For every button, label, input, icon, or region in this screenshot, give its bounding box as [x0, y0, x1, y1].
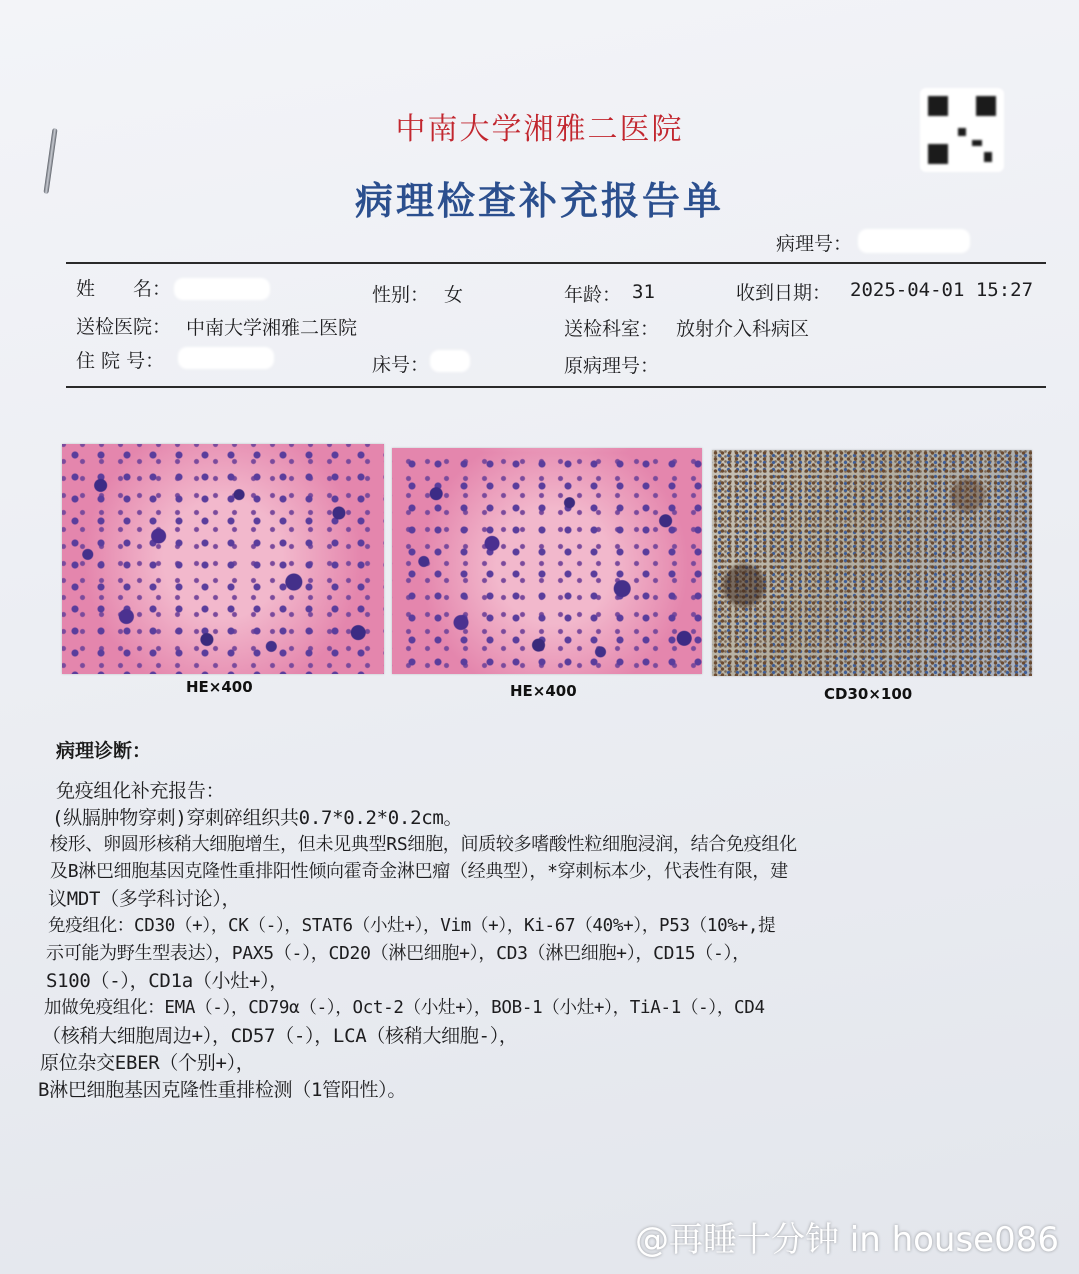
hospital-label: 送检医院： [76, 316, 172, 338]
department-value: 放射介入科病区 [676, 318, 810, 340]
divider-top [66, 262, 1046, 264]
diagnosis-line: B淋巴细胞基因克隆性重排检测（1管阳性）。 [38, 1079, 407, 1101]
received-date-label: 收到日期： [736, 282, 832, 304]
diagnosis-line: 及B淋巴细胞基因克隆性重排阳性倾向霍奇金淋巴瘤（经典型），*穿刺标本少，代表性有限，建 [50, 861, 788, 882]
hospital-name: 中南大学湘雅二医院 [395, 112, 684, 147]
divider-bottom [66, 386, 1046, 388]
age-value: 31 [632, 281, 655, 303]
micrograph-cd30 [712, 450, 1032, 676]
diagnosis-line: 免疫组化补充报告： [56, 780, 225, 802]
diagnosis-line: 免疫组化：CD30（+），CK（-），STAT6（小灶+），Vim（+），Ki-67（40%+），P53（10%+,提 [48, 916, 776, 936]
micrograph-he-2 [392, 448, 702, 674]
sex-label: 性别： [372, 284, 430, 306]
diagnosis-line: 议MDT（多学科讨论）， [48, 888, 241, 910]
caption-he-2: HE×400 [510, 682, 577, 700]
hospital-value: 中南大学湘雅二医院 [186, 317, 358, 339]
original-pathology-label: 原病理号： [564, 355, 660, 377]
report-title: 病理检查补充报告单 [354, 179, 724, 223]
caption-cd30: CD30×100 [824, 685, 913, 703]
inpatient-number-label: 住 院 号： [76, 350, 165, 372]
name-label: 姓 名： [76, 278, 172, 300]
diagnosis-line: （核稍大细胞周边+），CD57（-），LCA（核稍大细胞-）， [42, 1025, 518, 1047]
diagnosis-line: 加做免疫组化：EMA（-），CD79α（-），Oct-2（小灶+），BOB-1（小灶+），TiA-1（-），CD4 [44, 998, 765, 1018]
department-label: 送检科室： [564, 318, 660, 340]
redacted-name [174, 278, 270, 300]
age-label: 年龄： [564, 284, 622, 306]
pathology-number-label: 病理号： [776, 233, 853, 255]
micrograph-he-1 [62, 444, 384, 674]
redacted-pathology-number [858, 229, 970, 253]
redacted-inpatient-number [178, 347, 274, 369]
watermark: @再睡十分钟 in house086 [634, 1220, 1059, 1260]
caption-he-1: HE×400 [186, 678, 253, 696]
diagnosis-line: S100（-），CD1a（小灶+）， [46, 970, 288, 992]
diagnosis-heading: 病理诊断： [56, 740, 152, 762]
diagnosis-line: (纵膈肿物穿刺)穿刺碎组织共0.7*0.2*0.2cm。 [52, 807, 463, 829]
received-date-value: 2025-04-01 15:27 [850, 279, 1034, 301]
diagnosis-line: 示可能为野生型表达），PAX5（-），CD20（淋巴细胞+），CD3（淋巴细胞+），CD15（-）， [46, 943, 750, 964]
bed-label: 床号： [372, 354, 430, 376]
qr-code [920, 88, 1004, 172]
redacted-bed-number [430, 350, 470, 372]
diagnosis-line: 原位杂交EBER（个别+）， [40, 1052, 255, 1074]
diagnosis-line: 梭形、卵圆形核稍大细胞增生，但未见典型RS细胞，间质较多嗜酸性粒细胞浸润，结合免疫组化 [50, 834, 797, 855]
sex-value: 女 [444, 284, 464, 306]
